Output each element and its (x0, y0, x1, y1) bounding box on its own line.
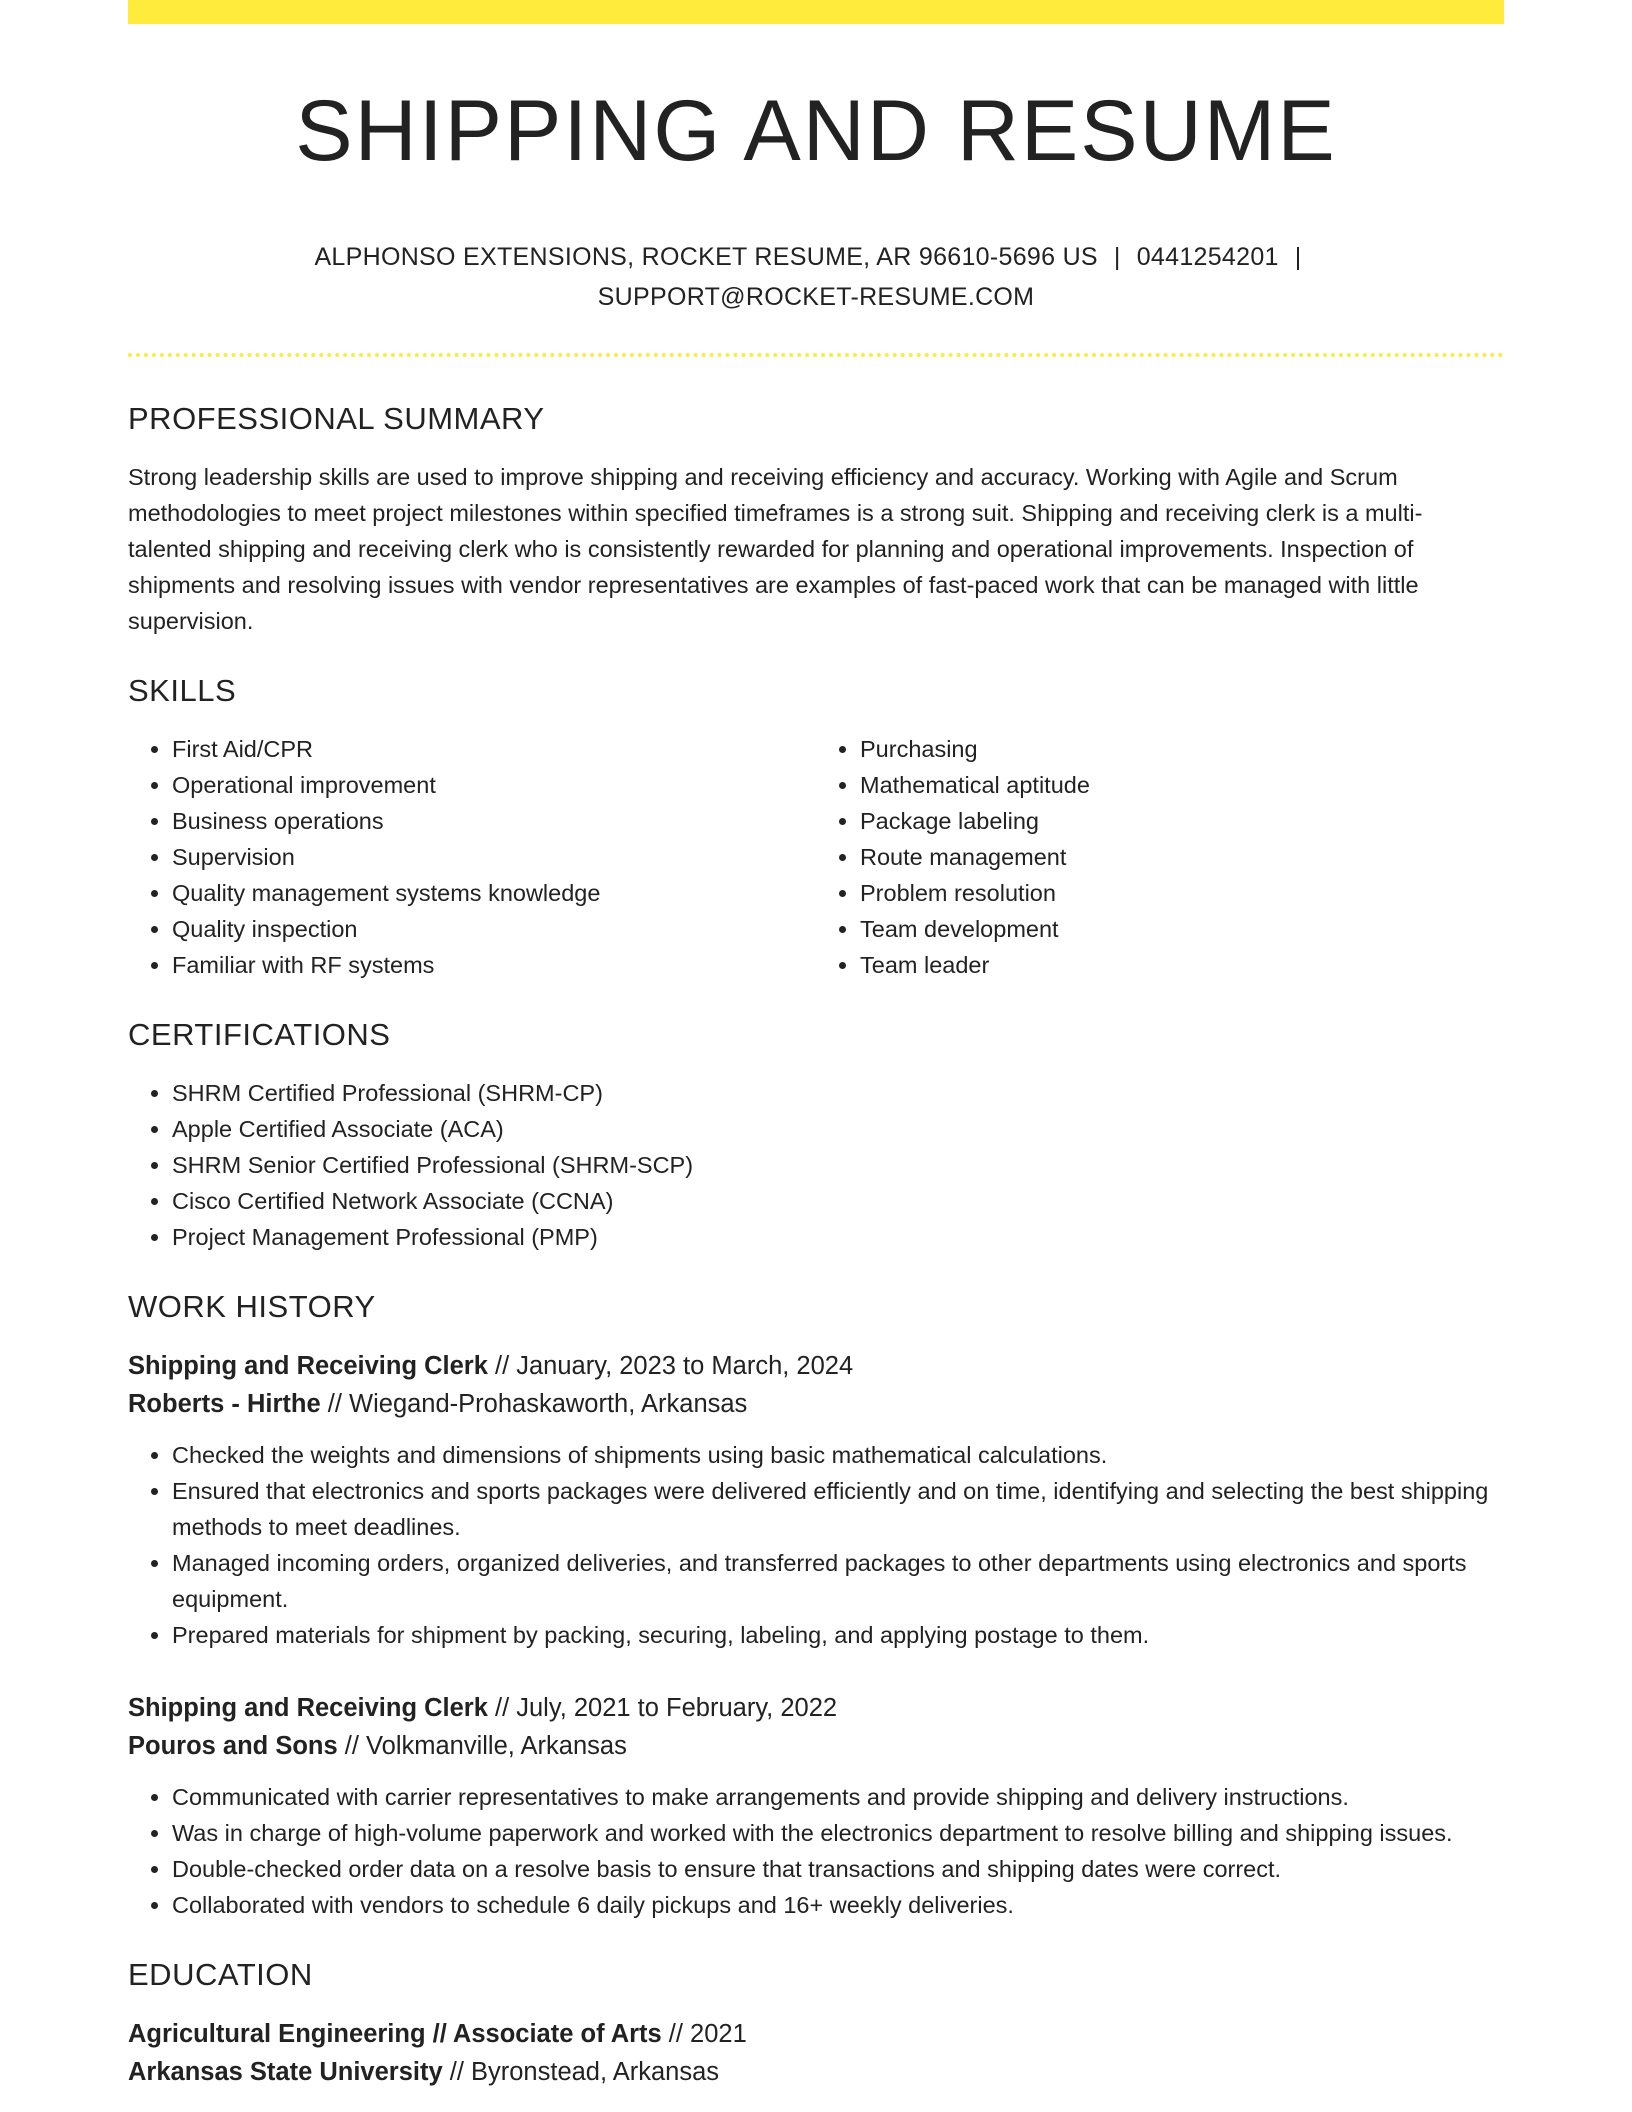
summary-section (128, 401, 1504, 639)
job-bullet: • Managed incoming orders, organized deliveries, and transferred packages to other departments using electronics and sports equipment. (172, 1545, 1504, 1617)
skill-item: • Mathematical aptitude (860, 767, 1504, 803)
certification-item: • Apple Certified Associate (ACA) (172, 1111, 1504, 1147)
skill-item: • Business operations (172, 803, 816, 839)
certification-item: • SHRM Senior Certified Professional (SHRM-SCP) (172, 1147, 1504, 1183)
education-degree-line (128, 2015, 1504, 2053)
job-location: // Wiegand-Prohaskaworth, Arkansas (320, 1389, 748, 1418)
skills-list-right (816, 731, 1504, 983)
certifications-list (128, 1075, 1504, 1255)
job-bullet: • Double-checked order data on a resolve basis to ensure that transactions and shipping dates were correct. (172, 1851, 1504, 1887)
contact-phone: 0441254201 (1136, 242, 1279, 271)
top-accent-bar (128, 0, 1504, 24)
job-entry (128, 1347, 1504, 1653)
skill-item: • Package labeling (860, 803, 1504, 839)
job-bullet: • Collaborated with vendors to schedule 6 daily pickups and 16+ weekly deliveries. (172, 1887, 1504, 1923)
work-history-section (128, 1289, 1504, 1923)
skill-item: • Route management (860, 839, 1504, 875)
job-role: Shipping and Receiving Clerk (128, 1351, 488, 1380)
education-school: Arkansas State University (128, 2057, 443, 2086)
job-role: Shipping and Receiving Clerk (128, 1693, 488, 1722)
skill-item: • Familiar with RF systems (172, 947, 816, 983)
skill-item: • Supervision (172, 839, 816, 875)
certification-item: • Cisco Certified Network Associate (CCNA) (172, 1183, 1504, 1219)
skill-item: • Operational improvement (172, 767, 816, 803)
job-entry (128, 1689, 1504, 1923)
skills-columns (128, 731, 1504, 983)
job-bullet: • Was in charge of high-volume paperwork and worked with the electronics department to resolve billing and shipping issues. (172, 1815, 1504, 1851)
education-school-line (128, 2053, 1504, 2091)
summary-heading: PROFESSIONAL SUMMARY (128, 400, 545, 436)
contact-address: ALPHONSO EXTENSIONS, ROCKET RESUME, AR 96610-5696 US (314, 242, 1098, 271)
job-bullet: • Prepared materials for shipment by packing, securing, labeling, and applying postage to them. (172, 1617, 1504, 1653)
certification-item: • Project Management Professional (PMP) (172, 1219, 1504, 1255)
job-bullets (128, 1437, 1504, 1653)
job-dates: // January, 2023 to March, 2024 (487, 1351, 854, 1380)
skill-item: • Quality inspection (172, 911, 816, 947)
skill-item: • Quality management systems knowledge (172, 875, 816, 911)
job-bullet: • Checked the weights and dimensions of shipments using basic mathematical calculations. (172, 1437, 1504, 1473)
skills-section (128, 673, 1504, 983)
contact-separator: | (1294, 242, 1302, 271)
work-history-heading: WORK HISTORY (128, 1288, 376, 1324)
skill-item: • Team leader (860, 947, 1504, 983)
job-location: // Volkmanville, Arkansas (337, 1731, 627, 1760)
education-year: // 2021 (661, 2019, 747, 2048)
contact-separator: | (1113, 242, 1121, 271)
certifications-section (128, 1017, 1504, 1255)
skill-item: • Team development (860, 911, 1504, 947)
job-bullet: • Ensured that electronics and sports packages were delivered efficiently and on time, identifying and selecting the best shipping methods to meet deadlines. (172, 1473, 1504, 1545)
resume-page (128, 0, 1504, 2091)
contact-email[interactable]: SUPPORT@ROCKET-RESUME.COM (597, 282, 1035, 311)
education-section (128, 1957, 1504, 2091)
skill-item: • Problem resolution (860, 875, 1504, 911)
job-company: Roberts - Hirthe (128, 1389, 321, 1418)
job-company-line (128, 1727, 1504, 1765)
contact-info (128, 237, 1504, 317)
skills-list-left (128, 731, 816, 983)
skill-item: • First Aid/CPR (172, 731, 816, 767)
job-bullet: • Communicated with carrier representatives to make arrangements and provide shipping and delivery instructions. (172, 1779, 1504, 1815)
jobs-container (128, 1347, 1504, 1923)
certification-item: • SHRM Certified Professional (SHRM-CP) (172, 1075, 1504, 1111)
education-heading: EDUCATION (128, 1956, 313, 1992)
job-company: Pouros and Sons (128, 1731, 338, 1760)
job-company-line (128, 1385, 1504, 1423)
certifications-heading: CERTIFICATIONS (128, 1016, 391, 1052)
dotted-divider (128, 353, 1504, 357)
job-dates: // July, 2021 to February, 2022 (487, 1693, 838, 1722)
job-title-line (128, 1689, 1504, 1727)
resume-title: SHIPPING AND RESUME (295, 83, 1337, 179)
skills-heading: SKILLS (128, 672, 237, 708)
job-bullets (128, 1779, 1504, 1923)
education-location: // Byronstead, Arkansas (442, 2057, 720, 2086)
summary-text: Strong leadership skills are used to improve shipping and receiving efficiency and accuracy. Working with Agile and Scrum methodologies to meet project milestones within specified timeframes is a strong suit. Shipping and receiving clerk is a multi-talented shipping and receiving clerk who is consistently rewarded for planning and operational improvements. Inspection of shipments and resolving issues with vendor representatives are examples of fast-paced work that can be managed with little supervision. (128, 463, 1423, 634)
skill-item: • Purchasing (860, 731, 1504, 767)
job-title-line (128, 1347, 1504, 1385)
education-degree: Agricultural Engineering // Associate of Arts (128, 2019, 662, 2048)
